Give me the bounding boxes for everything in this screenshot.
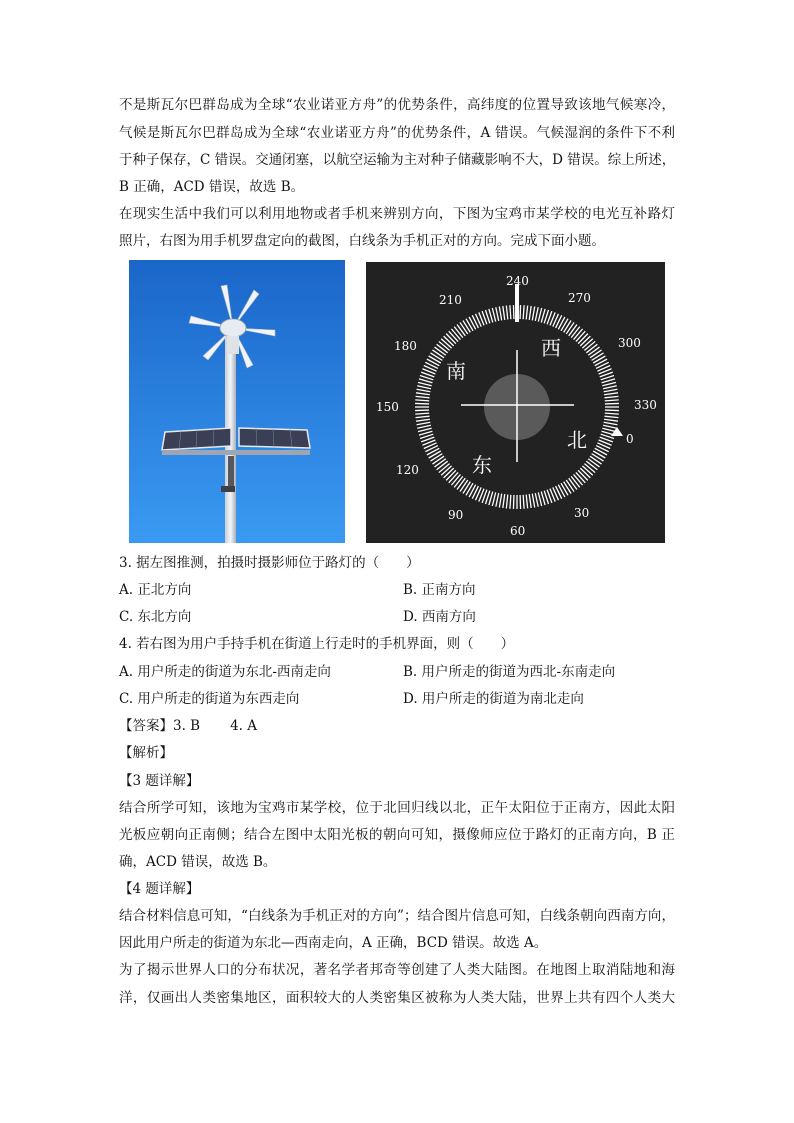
degree-label: 0: [626, 432, 634, 446]
q3-option-d: D. 西南方向: [403, 609, 476, 625]
answer-item: 4. A: [230, 718, 258, 734]
answer-label: 【答案】: [119, 718, 173, 734]
street-lamp-photo: [129, 260, 345, 543]
q4-option-d: D. 用户所走的街道为南北走向: [403, 691, 584, 707]
question-4-stem: 4. 若右图为用户手持手机在街道上行走时的手机界面，则（ ）: [119, 636, 515, 652]
degree-label: 300: [618, 336, 641, 350]
degree-label: 150: [376, 400, 399, 414]
q4-option-c: C. 用户所走的街道为东西走向: [119, 691, 300, 707]
paragraph-line: 气候是斯瓦尔巴群岛成为全球“农业诺亚方舟”的优势条件，A 错误。气候湿润的条件下不利: [119, 125, 675, 141]
answer-line: [119, 716, 257, 736]
direction-west-label: 西: [541, 336, 561, 360]
intro-line: 在现实生活中我们可以利用地物或者手机来辨别方向，下图为宝鸡市某学校的电光互补路灯: [119, 206, 675, 222]
q3-option-b: B. 正南方向: [403, 582, 476, 598]
q4-detail-heading: 【4 题详解】: [119, 881, 200, 897]
degree-label: 90: [448, 508, 464, 522]
paragraph-line: 为了揭示世界人口的分布状况，著名学者邦奇等创建了人类大陆图。在地图上取消陆地和海: [119, 962, 675, 978]
answer-item: 3. B: [173, 718, 201, 734]
degree-label: 30: [574, 506, 590, 520]
paragraph-line: 洋，仅画出人类密集地区，面积较大的人类密集区被称为人类大陆，世界上共有四个人类大: [119, 990, 675, 1006]
intro-line: 照片，右图为用手机罗盘定向的截图，白线条为手机正对的方向。完成下面小题。: [119, 233, 605, 249]
degree-label: 120: [396, 463, 419, 477]
degree-label: 240: [506, 274, 529, 288]
degree-label: 270: [568, 291, 591, 305]
q3-detail-line: 光板应朝向正南侧；结合左图中太阳光板的朝向可知，摄像师应位于路灯的正南方向，B 正: [119, 827, 675, 843]
direction-south-label: 南: [446, 359, 466, 383]
compass-screenshot: [366, 262, 665, 543]
q3-detail-line: 结合所学可知，该地为宝鸡市某学校，位于北回归线以北，正午太阳位于正南方，因此太阳: [119, 800, 675, 816]
q3-option-a: A. 正北方向: [119, 582, 192, 598]
q3-detail-line: 确，ACD 错误，故选 B。: [119, 854, 277, 870]
heading-indicator: [515, 284, 519, 322]
degree-label: 210: [439, 293, 462, 307]
analysis-heading: 【解析】: [119, 745, 173, 761]
paragraph-line: B 正确，ACD 错误，故选 B。: [119, 179, 305, 195]
degree-label: 180: [394, 339, 417, 353]
q4-option-a: A. 用户所走的街道为东北-西南走向: [119, 664, 331, 680]
q4-option-b: B. 用户所走的街道为西北-东南走向: [403, 664, 616, 680]
q4-detail-line: 结合材料信息可知，“白线条为手机正对的方向”；结合图片信息可知，白线条朝向西南方向，: [119, 908, 675, 924]
q4-detail-line: 因此用户所走的街道为东北—西南走向，A 正确，BCD 错误。故选 A。: [119, 935, 548, 951]
paragraph-line: 不是斯瓦尔巴群岛成为全球“农业诺亚方舟”的优势条件，高纬度的位置导致该地气候寒冷，: [119, 97, 675, 113]
direction-north-label: 北: [567, 428, 587, 452]
q3-detail-heading: 【3 题详解】: [119, 773, 200, 789]
direction-east-label: 东: [472, 453, 492, 477]
degree-label: 330: [634, 398, 657, 412]
degree-label: 60: [510, 524, 526, 538]
paragraph-line: 于种子保存，C 错误。交通闭塞，以航空运输为主对种子储藏影响不大，D 错误。综上所述，: [119, 152, 676, 168]
question-3-stem: 3. 据左图推测，拍摄时摄影师位于路灯的（ ）: [119, 555, 420, 571]
q3-option-c: C. 东北方向: [119, 609, 192, 625]
